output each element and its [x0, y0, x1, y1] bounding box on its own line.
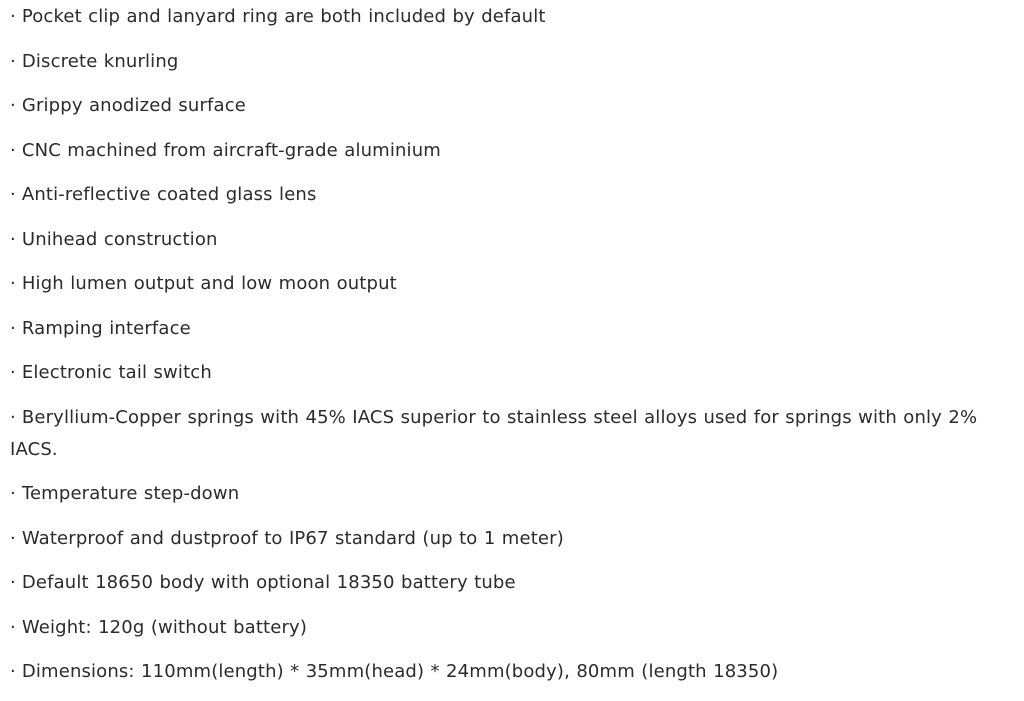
- feature-list: [10, 0, 1018, 701]
- bullet: ·: [10, 273, 16, 294]
- feature-item: [10, 523, 1018, 555]
- feature-text: Pocket clip and lanyard ring are both included by default: [21, 6, 546, 27]
- bullet: ·: [10, 6, 16, 27]
- bullet: ·: [10, 317, 16, 339]
- feature-item: [10, 656, 1018, 688]
- feature-text: Electronic tail switch: [21, 362, 212, 383]
- feature-text: Temperature step-down: [21, 483, 240, 504]
- bullet: ·: [10, 483, 16, 504]
- feature-item: [10, 612, 1018, 644]
- bullet: ·: [10, 184, 16, 205]
- bullet: ·: [10, 139, 16, 161]
- bullet: ·: [10, 616, 16, 638]
- feature-item: [10, 357, 1018, 389]
- feature-text: Discrete knurling: [21, 50, 179, 72]
- bullet: ·: [10, 50, 16, 72]
- feature-text: Grippy anodized surface: [21, 95, 246, 116]
- bullet: ·: [10, 527, 16, 549]
- bullet: ·: [10, 362, 16, 383]
- feature-item: [10, 478, 1018, 510]
- feature-item: [10, 313, 1018, 345]
- feature-text: Dimensions: 110mm(length) * 35mm(head) * 24mm(body), 80mm (length 18350): [21, 661, 779, 682]
- feature-text: CNC machined from aircraft-grade aluminium: [21, 139, 441, 161]
- feature-text: Anti-reflective coated glass lens: [21, 184, 317, 205]
- feature-item: [10, 224, 1018, 256]
- feature-item: [10, 135, 1018, 167]
- feature-text: Weight: 120g (without battery): [21, 616, 308, 638]
- bullet: ·: [10, 661, 16, 682]
- bullet: ·: [10, 228, 16, 250]
- feature-item: [10, 179, 1018, 211]
- feature-text: High lumen output and low moon output: [21, 273, 397, 294]
- bullet: ·: [10, 572, 16, 593]
- feature-text: Default 18650 body with optional 18350 battery tube: [21, 572, 516, 593]
- feature-text: Unihead construction: [21, 228, 218, 250]
- feature-item: [10, 46, 1018, 78]
- feature-item: [10, 90, 1018, 122]
- feature-text: Waterproof and dustproof to IP67 standard (up to 1 meter): [21, 527, 564, 549]
- feature-item: [10, 1, 1018, 33]
- feature-item: [10, 268, 1018, 300]
- feature-text: Beryllium-Copper springs with 45% IACS superior to stainless steel alloys used for springs with only 2% IACS.: [10, 406, 978, 460]
- bullet: ·: [10, 406, 16, 428]
- feature-item: [10, 567, 1018, 599]
- feature-item: [10, 402, 1018, 466]
- bullet: ·: [10, 95, 16, 116]
- feature-text: Ramping interface: [21, 317, 191, 339]
